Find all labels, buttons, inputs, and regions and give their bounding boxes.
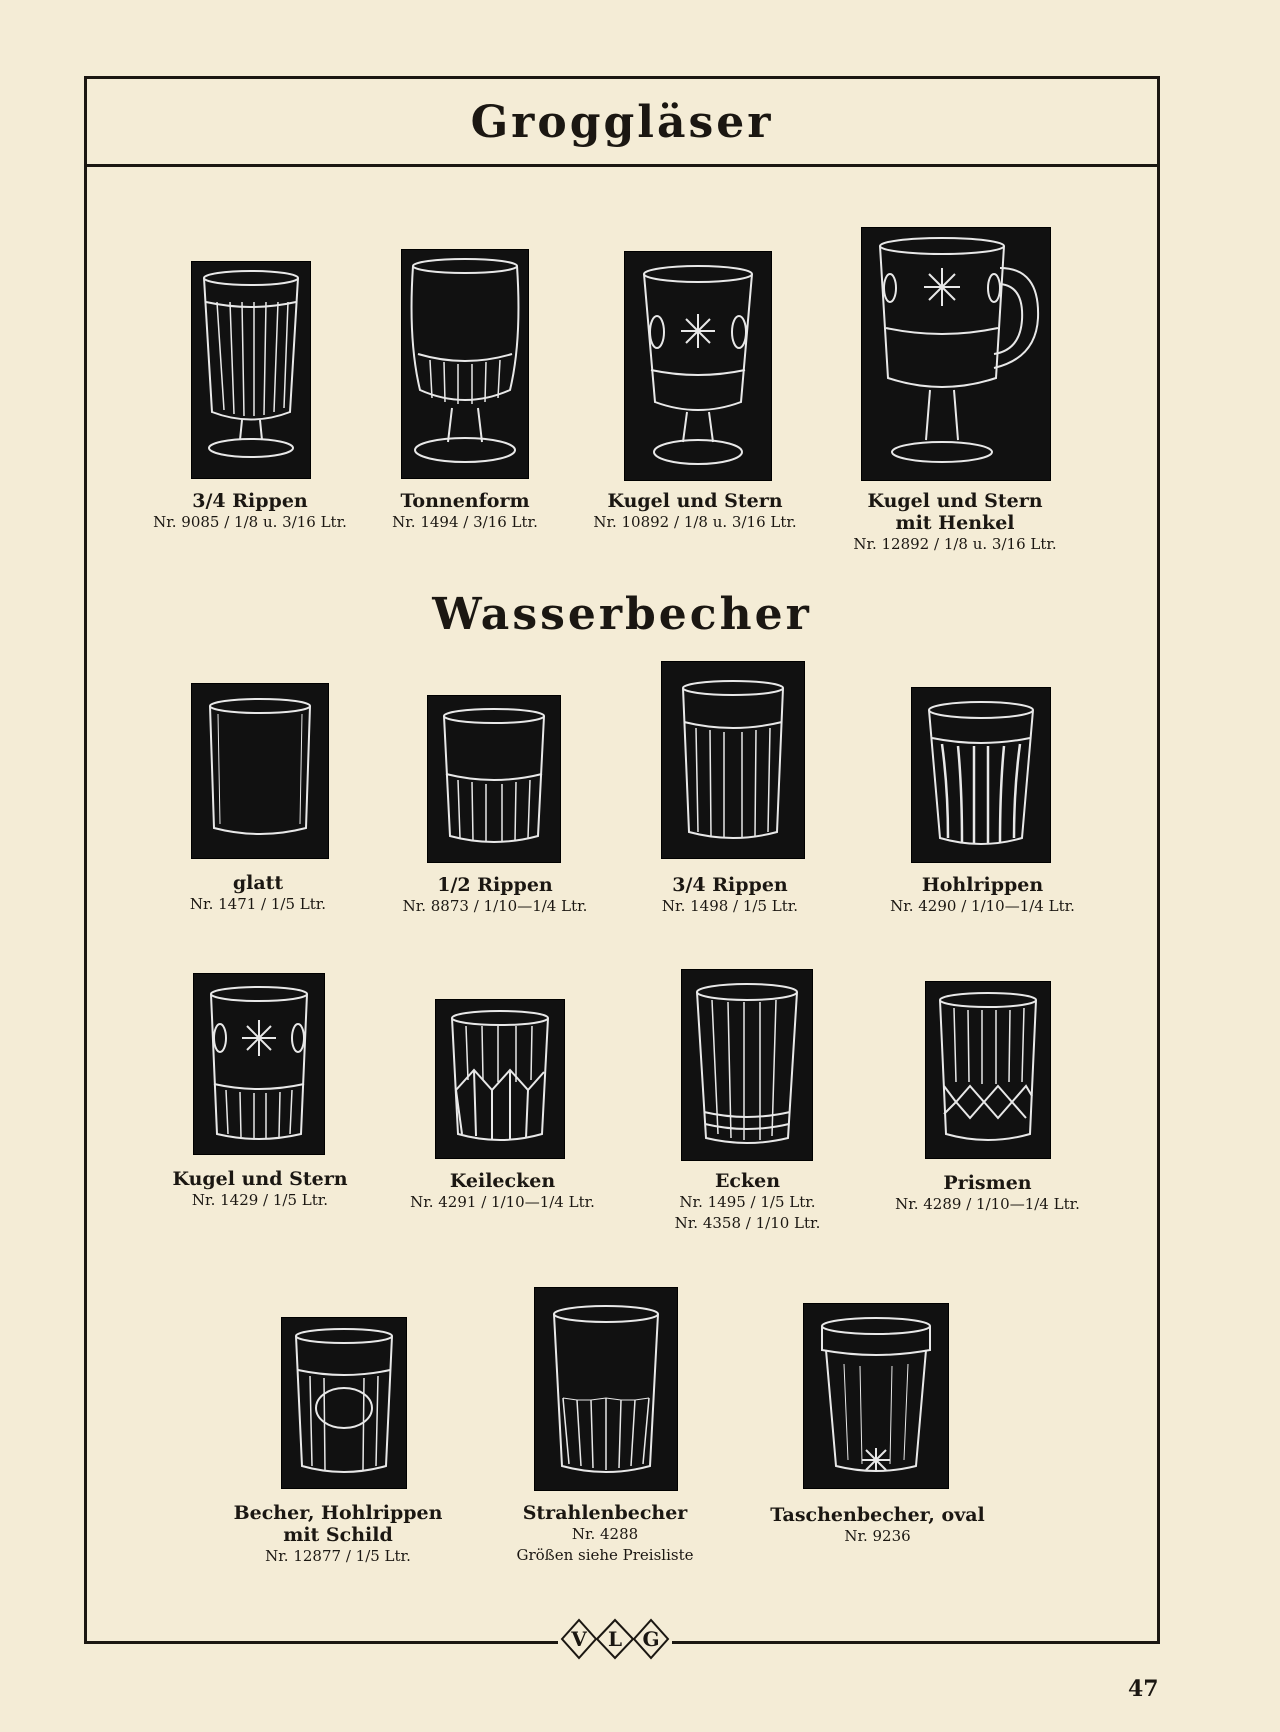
glass-image-water-11: [804, 1304, 948, 1488]
water-10-label: [490, 1502, 720, 1566]
tumbler-ribbed-icon: [428, 696, 560, 862]
water-9-nr: Nr. 12877 / 1/5 Ltr.: [265, 1547, 411, 1565]
water-4-name: Hohlrippen: [921, 874, 1044, 896]
grog-3-nr: Nr. 10892 / 1/8 u. 3/16 Ltr.: [593, 513, 797, 531]
grog-2-nr: Nr. 1494 / 3/16 Ltr.: [392, 513, 538, 531]
grog-1-name: 3/4 Rippen: [192, 490, 308, 512]
tumbler-ray-icon: [535, 1288, 677, 1490]
water-7-nr-2: Nr. 4358 / 1/10 Ltr.: [674, 1214, 821, 1232]
glass-image-water-7: [682, 970, 812, 1160]
glass-image-water-1: [192, 684, 328, 858]
grog-4-label: [835, 490, 1075, 555]
grog-4-nr: Nr. 12892 / 1/8 u. 3/16 Ltr.: [853, 535, 1057, 553]
stemmed-glass-star-icon: [625, 252, 771, 480]
water-6-label: [395, 1170, 610, 1213]
tumbler-faceted-icon: [682, 970, 812, 1160]
stemmed-glass-icon: [192, 262, 310, 478]
water-2-name: 1/2 Rippen: [437, 874, 553, 896]
handled-glass-star-icon: [862, 228, 1050, 480]
title-bar: [87, 79, 1157, 167]
water-2-label: [385, 874, 605, 917]
water-2-nr: Nr. 8873 / 1/10—1/4 Ltr.: [402, 897, 588, 915]
water-8-label: [875, 1172, 1100, 1215]
water-8-name: Prismen: [943, 1172, 1032, 1194]
glass-image-water-8: [926, 982, 1050, 1158]
vlg-logo-icon: [558, 1614, 672, 1664]
water-5-name: Kugel und Stern: [172, 1168, 348, 1190]
tumbler-icon: [192, 684, 328, 858]
grog-3-label: [580, 490, 810, 533]
water-3-label: [630, 874, 830, 917]
grog-1-label: [150, 490, 350, 533]
water-6-name: Keilecken: [449, 1170, 556, 1192]
water-9-name-2: mit Schild: [283, 1524, 393, 1546]
glass-image-water-3: [662, 662, 804, 858]
glass-image-water-9: [282, 1318, 406, 1488]
section-title: Wasserbecher: [432, 589, 812, 640]
page-number: 47: [1128, 1676, 1159, 1702]
glass-image-water-10: [535, 1288, 677, 1490]
glass-image-water-2: [428, 696, 560, 862]
glass-image-grog-4: [862, 228, 1050, 480]
glass-image-grog-2: [402, 250, 528, 478]
water-1-label: [158, 872, 358, 915]
logo-letter-l: L: [607, 1627, 623, 1651]
glass-image-grog-3: [625, 252, 771, 480]
water-8-nr: Nr. 4289 / 1/10—1/4 Ltr.: [895, 1195, 1080, 1213]
water-6-nr: Nr. 4291 / 1/10—1/4 Ltr.: [410, 1193, 595, 1211]
vlg-logo: [558, 1614, 672, 1664]
water-5-nr: Nr. 1429 / 1/5 Ltr.: [191, 1191, 329, 1209]
grog-2-label: [365, 490, 565, 533]
water-9-name: Becher, Hohlrippen: [233, 1502, 443, 1524]
grog-4-name: Kugel und Stern: [867, 490, 1043, 512]
glass-image-grog-1: [192, 262, 310, 478]
water-11-label: [755, 1504, 1000, 1547]
tumbler-oval-icon: [804, 1304, 948, 1488]
tumbler-star-icon: [194, 974, 324, 1154]
water-7-label: [645, 1170, 850, 1234]
water-10-nr: Nr. 4288: [571, 1525, 639, 1543]
grog-3-name: Kugel und Stern: [607, 490, 783, 512]
water-5-label: [155, 1168, 365, 1211]
stemmed-glass-icon: [402, 250, 528, 478]
water-7-name: Ecken: [714, 1170, 781, 1192]
water-7-nr: Nr. 1495 / 1/5 Ltr.: [679, 1193, 816, 1211]
water-9-label: [218, 1502, 458, 1567]
page-title: Groggläser: [470, 97, 774, 148]
tumbler-wedge-icon: [436, 1000, 564, 1158]
water-3-nr: Nr. 1498 / 1/5 Ltr.: [661, 897, 799, 915]
tumbler-hollow-ribs-icon: [912, 688, 1050, 862]
glass-image-water-4: [912, 688, 1050, 862]
water-10-nr-2: Größen siehe Preisliste: [516, 1546, 694, 1564]
logo-letter-g: G: [642, 1627, 660, 1651]
logo-letter-v: V: [571, 1627, 587, 1651]
water-1-nr: Nr. 1471 / 1/5 Ltr.: [189, 895, 327, 913]
grog-4-name-2: mit Henkel: [895, 512, 1015, 534]
water-11-nr: Nr. 9236: [844, 1527, 911, 1545]
glass-image-water-5: [194, 974, 324, 1154]
water-4-nr: Nr. 4290 / 1/10—1/4 Ltr.: [890, 897, 1075, 915]
grog-2-name: Tonnenform: [400, 490, 530, 512]
tumbler-ribbed-icon: [662, 662, 804, 858]
tumbler-shield-icon: [282, 1318, 406, 1488]
water-10-name: Strahlenbecher: [522, 1502, 688, 1524]
water-4-label: [870, 874, 1095, 917]
glass-image-water-6: [436, 1000, 564, 1158]
water-11-name: Taschenbecher, oval: [770, 1504, 985, 1526]
tumbler-prism-icon: [926, 982, 1050, 1158]
water-3-name: 3/4 Rippen: [672, 874, 788, 896]
grog-1-nr: Nr. 9085 / 1/8 u. 3/16 Ltr.: [153, 513, 347, 531]
water-1-name: glatt: [232, 872, 284, 894]
